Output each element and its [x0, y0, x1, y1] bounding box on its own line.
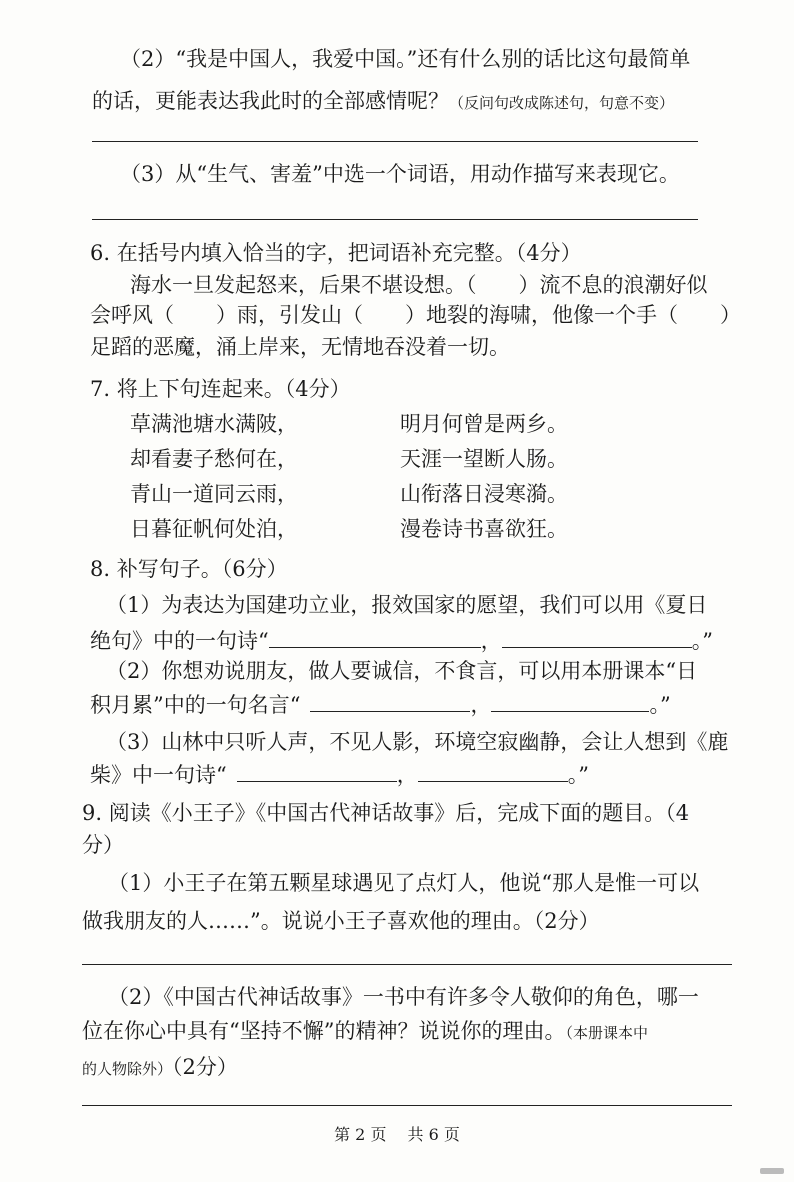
q8-s1-prefix: 绝句》中的一句诗“	[90, 629, 269, 653]
q5-sub2-answer-line[interactable]	[92, 141, 698, 142]
q5-sub2-hint: （反问句改成陈述句，句意不变）	[449, 94, 675, 112]
q5-sub2-line1: （2）“我是中国人，我爱中国。”还有什么别的话比这句最简单	[120, 47, 691, 71]
q7-right-3[interactable]: 山衔落日浸寒漪。	[400, 482, 568, 506]
q9-s2-score: （2分）	[172, 1055, 238, 1079]
q6-line2: 会呼风（ ）雨，引发山（ ）地裂的海啸，他像一个手（ ）	[90, 303, 741, 327]
q8-s1-blank-1[interactable]	[269, 629, 481, 648]
q9-s2-line1: （2）《中国古代神话故事》一书中有许多令人敬仰的角色，哪一	[108, 985, 699, 1009]
q7-right-2[interactable]: 天涯一望断人肠。	[400, 447, 568, 471]
q5-sub2-line2	[92, 86, 674, 118]
q5-sub3: （3）从“生气、害羞”中选一个词语，用动作描写来表现它。	[120, 162, 680, 186]
q7-left-2[interactable]: 却看妻子愁何在，	[130, 447, 298, 471]
q8-s3-comma: ，	[396, 763, 418, 787]
q8-s2-prefix: 积月累”中的一句名言“	[90, 693, 301, 717]
q7-left-1[interactable]: 草满池塘水满陂，	[130, 412, 298, 436]
q8-s2-comma: ，	[470, 693, 492, 717]
q9-s2-line2	[82, 1016, 648, 1048]
q8-s3-blank-2[interactable]	[418, 763, 568, 782]
q8-s3-end: 。”	[567, 763, 589, 787]
q9-s1-answer-line[interactable]	[82, 964, 732, 965]
scanner-watermark-mark	[760, 1168, 784, 1174]
q6-line3: 足蹈的恶魔，涌上岸来，无情地吞没着一切。	[90, 335, 510, 359]
q8-s2-end: 。”	[649, 693, 671, 717]
q9-s2-answer-line[interactable]	[82, 1105, 732, 1106]
q6-title: 6. 在括号内填入恰当的字，把词语补充完整。（4分）	[90, 241, 582, 265]
q8-s1-blank-2[interactable]	[502, 629, 692, 648]
q9-s1-line2: 做我朋友的人……”。说说小王子喜欢他的理由。（2分）	[82, 909, 600, 933]
page-number: 第 2 页	[334, 1125, 387, 1144]
q6-line1: 海水一旦发起怒来，后果不堪设想。（ ）流不息的浪潮好似	[130, 273, 708, 297]
q7-title: 7. 将上下句连起来。（4分）	[90, 377, 351, 401]
q8-s2-line2	[90, 690, 671, 720]
q8-s3-blank-1[interactable]	[237, 763, 397, 782]
q9-s2-hint1: （本册课本中	[565, 1024, 648, 1042]
q8-title: 8. 补写句子。（6分）	[90, 557, 288, 581]
q5-sub3-answer-line[interactable]	[92, 219, 698, 220]
q8-s2-line1: （2）你想劝说朋友，做人要诚信，不食言，可以用本册课本“日	[106, 659, 698, 683]
q9-s1-line1: （1）小王子在第五颗星球遇见了点灯人，他说“那人是惟一可以	[108, 871, 700, 895]
q8-s3-line2	[90, 760, 589, 790]
q9-s2-line3	[82, 1052, 238, 1084]
q9-s2-hint2: 的人物除外）	[82, 1060, 173, 1078]
q9-title-line2: 分）	[82, 833, 124, 857]
q8-s1-line2	[90, 626, 713, 656]
q7-left-4[interactable]: 日暮征帆何处泊，	[130, 517, 298, 541]
q7-left-3[interactable]: 青山一道同云雨，	[130, 482, 298, 506]
q7-right-1[interactable]: 明月何曾是两乡。	[400, 412, 568, 436]
q8-s1-comma: ，	[480, 629, 502, 653]
q8-s3-line1: （3）山林中只听人声，不见人影，环境空寂幽静，会让人想到《鹿	[106, 730, 729, 754]
q8-s2-blank-2[interactable]	[491, 693, 649, 712]
q8-s1-end: 。”	[691, 629, 713, 653]
q8-s3-prefix: 柴》中一句诗“	[90, 763, 227, 787]
q9-s2-text: 位在你心中具有“坚持不懈”的精神？说说你的理由。	[82, 1019, 566, 1043]
q8-s1-line1: （1）为表达为国建功立业，报效国家的愿望，我们可以用《夏日	[106, 593, 708, 617]
q8-s2-blank-1[interactable]	[310, 693, 470, 712]
q9-title-line1: 9. 阅读《小王子》《中国古代神话故事》后，完成下面的题目。（4	[82, 801, 690, 825]
page-total: 共 6 页	[407, 1125, 460, 1144]
q7-right-4[interactable]: 漫卷诗书喜欲狂。	[400, 517, 568, 541]
page-footer	[0, 1122, 794, 1145]
q5-sub2-text: 的话，更能表达我此时的全部感情呢？	[92, 89, 449, 113]
